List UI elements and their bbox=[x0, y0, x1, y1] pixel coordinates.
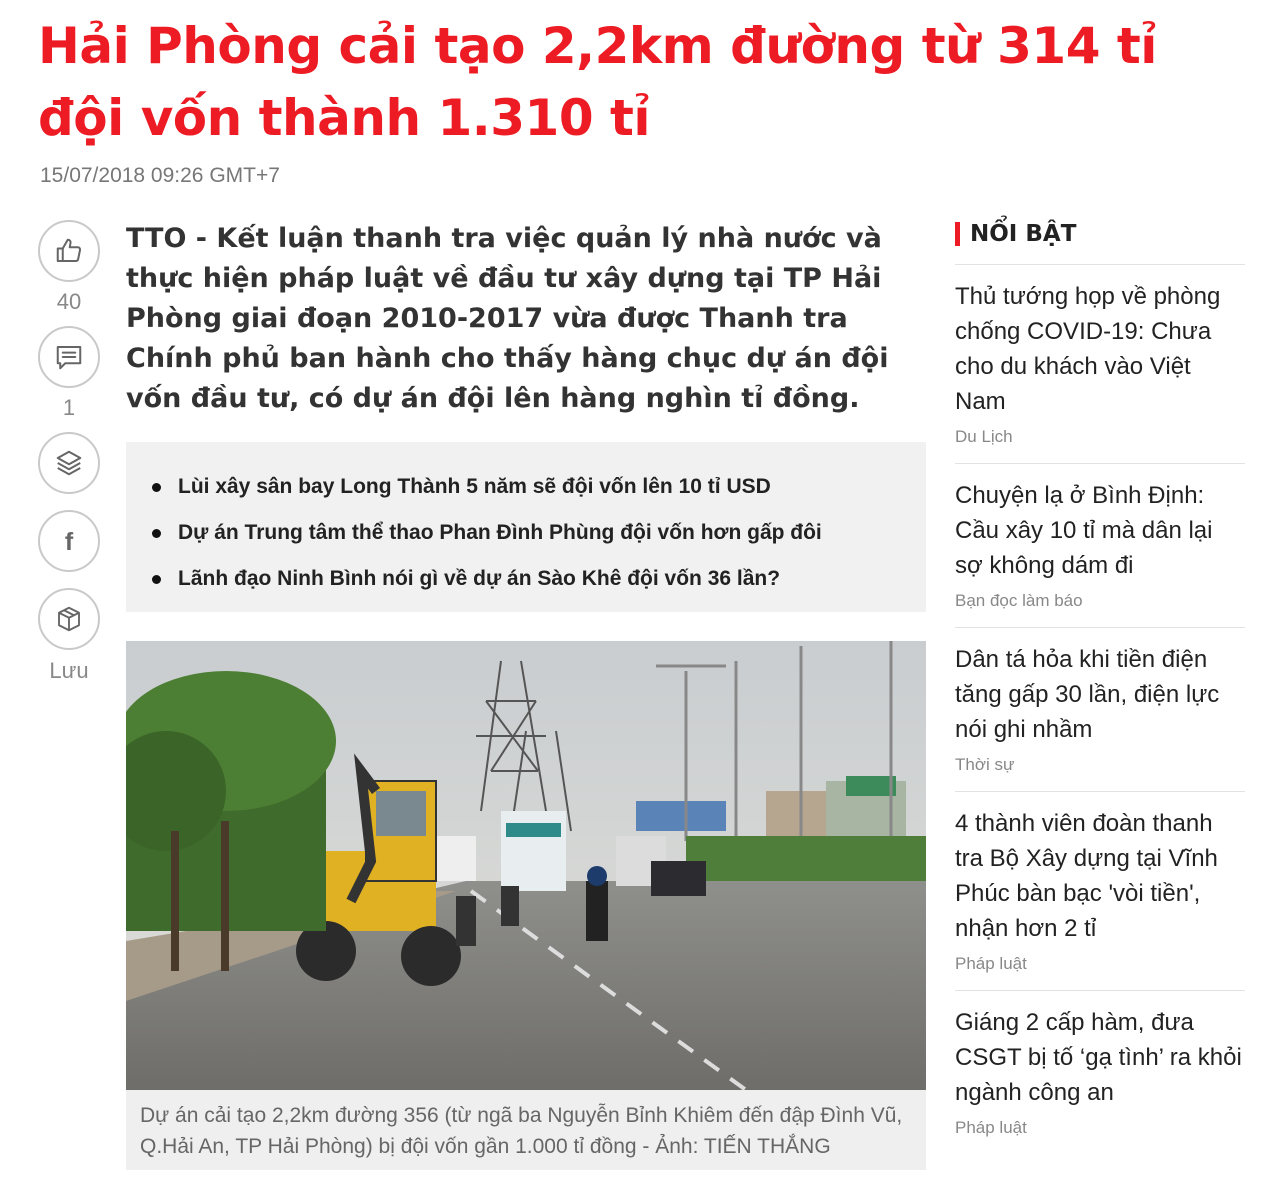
featured-item-title[interactable]: Giáng 2 cấp hàm, đưa CSGT bị tố ‘gạ tình’ ra khỏi ngành công an bbox=[955, 1009, 1242, 1106]
comment-count: 1 bbox=[62, 395, 76, 420]
article-lead: TTO - Kết luận thanh tra việc quản lý nhà nước và thực hiện pháp luật về đầu tư xây dựng tại TP Hải Phòng giai đoạn 2010-2017 vừa được Thanh tra Chính phủ ban hành cho thấy hàng chục dự án đội vốn đầu tư, có dự án đội lên hàng nghìn tỉ đồng. bbox=[126, 223, 889, 414]
featured-item[interactable] bbox=[955, 265, 1245, 464]
comment-button[interactable] bbox=[38, 326, 100, 388]
featured-item-category[interactable]: Thời sự bbox=[955, 755, 1015, 774]
road-construction-photo bbox=[126, 641, 926, 1090]
comment-icon bbox=[54, 342, 84, 372]
featured-item-category[interactable]: Bạn đọc làm báo bbox=[955, 591, 1083, 610]
like-button[interactable] bbox=[38, 220, 100, 282]
related-link[interactable]: Lãnh đạo Ninh Bình nói gì về dự án Sào Khê đội vốn 36 lần? bbox=[150, 556, 926, 602]
featured-sidebar bbox=[955, 216, 1245, 1154]
featured-item-category[interactable]: Du Lịch bbox=[955, 427, 1013, 446]
article-title: Hải Phòng cải tạo 2,2km đường từ 314 tỉ đội vốn thành 1.310 tỉ bbox=[38, 17, 1157, 147]
featured-item-category[interactable]: Pháp luật bbox=[955, 954, 1027, 973]
featured-item[interactable] bbox=[955, 628, 1245, 792]
featured-item[interactable] bbox=[955, 991, 1245, 1154]
featured-item-title[interactable]: Dân tá hỏa khi tiền điện tăng gấp 30 lần, điện lực nói ghi nhầm bbox=[955, 646, 1220, 743]
save-box-icon bbox=[54, 604, 84, 634]
article-photo bbox=[126, 641, 926, 1090]
heading-accent-bar bbox=[955, 222, 960, 246]
facebook-share-button[interactable] bbox=[38, 510, 100, 572]
photo-caption: Dự án cải tạo 2,2km đường 356 (từ ngã ba Nguyễn Bỉnh Khiêm đến đập Đình Vũ, Q.Hải An, TP Hải Phòng) bị đội vốn gần 1.000 tỉ đồng - Ảnh: TIẾN THẮNG bbox=[126, 1090, 926, 1170]
save-label: Lưu bbox=[49, 658, 89, 683]
featured-item[interactable] bbox=[955, 792, 1245, 991]
facebook-icon bbox=[54, 526, 84, 556]
layers-icon bbox=[54, 448, 84, 478]
publish-date: 15/07/2018 09:26 GMT+7 bbox=[40, 164, 280, 187]
thumbs-up-icon bbox=[54, 236, 84, 266]
featured-item-title[interactable]: Thủ tướng họp về phòng chống COVID-19: Chưa cho du khách vào Việt Nam bbox=[955, 283, 1221, 415]
related-link[interactable]: Dự án Trung tâm thể thao Phan Đình Phùng đội vốn hơn gấp đôi bbox=[150, 510, 926, 556]
featured-item-title[interactable]: Chuyện lạ ở Bình Định: Cầu xây 10 tỉ mà dân lại sợ không dám đi bbox=[955, 482, 1213, 579]
featured-item-title[interactable]: 4 thành viên đoàn thanh tra Bộ Xây dựng tại Vĩnh Phúc bàn bạc 'vòi tiền', nhận hơn 2 tỉ bbox=[955, 810, 1218, 942]
share-rail bbox=[38, 220, 100, 684]
featured-heading bbox=[955, 216, 1245, 252]
related-link[interactable]: Lùi xây sân bay Long Thành 5 năm sẽ đội vốn lên 10 tỉ USD bbox=[150, 464, 926, 510]
related-articles-box bbox=[126, 442, 926, 612]
save-button[interactable] bbox=[38, 588, 100, 650]
svg-text:f: f bbox=[64, 527, 74, 556]
featured-heading-text: NỔI BẬT bbox=[970, 221, 1077, 247]
featured-item[interactable] bbox=[955, 464, 1245, 628]
like-count: 40 bbox=[56, 289, 82, 314]
featured-item-category[interactable]: Pháp luật bbox=[955, 1118, 1027, 1137]
layers-button[interactable] bbox=[38, 432, 100, 494]
